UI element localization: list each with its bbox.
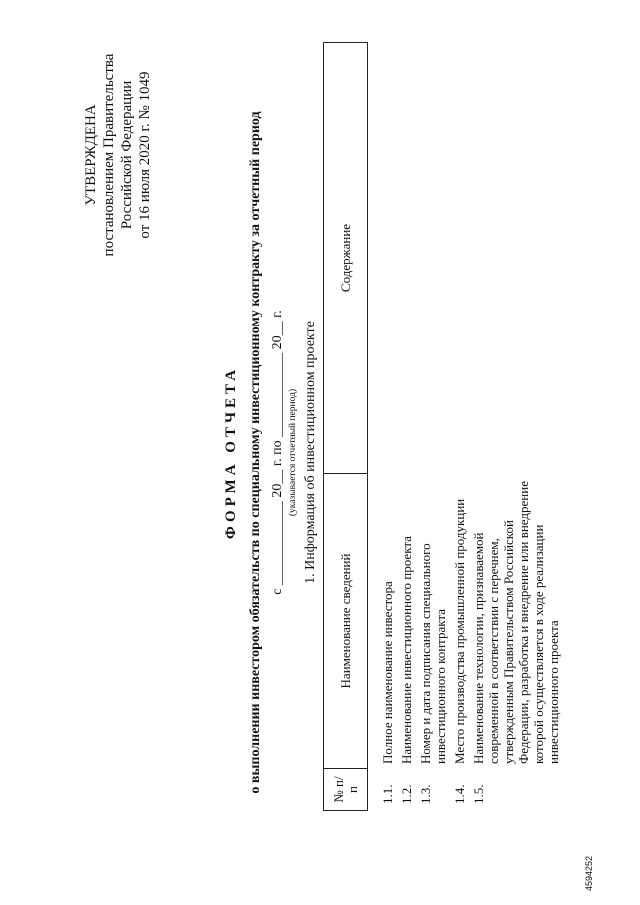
row-content: [469, 43, 563, 474]
reporting-period-note: (указывается отчетный период): [288, 388, 298, 517]
row-number: 1.1.: [380, 784, 395, 804]
reporting-period-line: с ____________ 20__ г. по ____________ 20__ г.: [270, 310, 285, 595]
approval-stamp: [82, 25, 154, 285]
row-number: 1.2.: [399, 784, 414, 804]
row-name: Наименование инвестиционного проекта: [399, 536, 414, 764]
row-name: Номер и дата подписания специального инвестиционного контракта: [418, 543, 448, 764]
section-title: 1. Информация об инвестиционном проекте: [303, 321, 318, 584]
project-info-table: [323, 42, 563, 811]
row-number: 1.5.: [471, 784, 486, 804]
form-title: ФОРМА ОТЧЕТА: [223, 365, 239, 540]
row-name: Полное наименование инвестора: [380, 581, 395, 764]
form-subtitle: о выполнении инвестором обязательств по специальному инвестиционному контракту за отчетный период: [248, 111, 263, 794]
row-number: 1.4.: [452, 784, 467, 804]
column-header-number: № п/п: [324, 769, 368, 811]
approval-line: УТВЕРЖДЕНА: [83, 104, 99, 206]
approval-line: от 16 июля 2020 г. № 1049: [137, 71, 153, 239]
table-row: [416, 43, 450, 811]
table-row: [368, 43, 398, 811]
table-row: [397, 43, 416, 811]
row-name: Место производства промышленной продукции: [452, 498, 467, 764]
row-content: [368, 43, 398, 474]
table-row: [469, 43, 563, 811]
row-content: [416, 43, 450, 474]
row-name: Наименование технологии, признаваемой современной в соответствии с перечнем, утвержденным Правительством Российской Федерации, разработка и внедрение или внедрение которой осуществляется в ходе реализации инвестиционного проекта: [471, 481, 561, 764]
row-number: 1.3.: [418, 784, 433, 804]
row-content: [397, 43, 416, 474]
approval-line: Российской Федерации: [119, 80, 135, 230]
row-content: [450, 43, 469, 474]
table-row: [450, 43, 469, 811]
document-number: 4594252: [584, 855, 594, 891]
column-header-content: Содержание: [324, 43, 368, 474]
approval-line: постановлением Правительства: [101, 53, 117, 257]
table-header-row: [324, 43, 368, 811]
column-header-name: Наименование сведений: [324, 474, 368, 769]
